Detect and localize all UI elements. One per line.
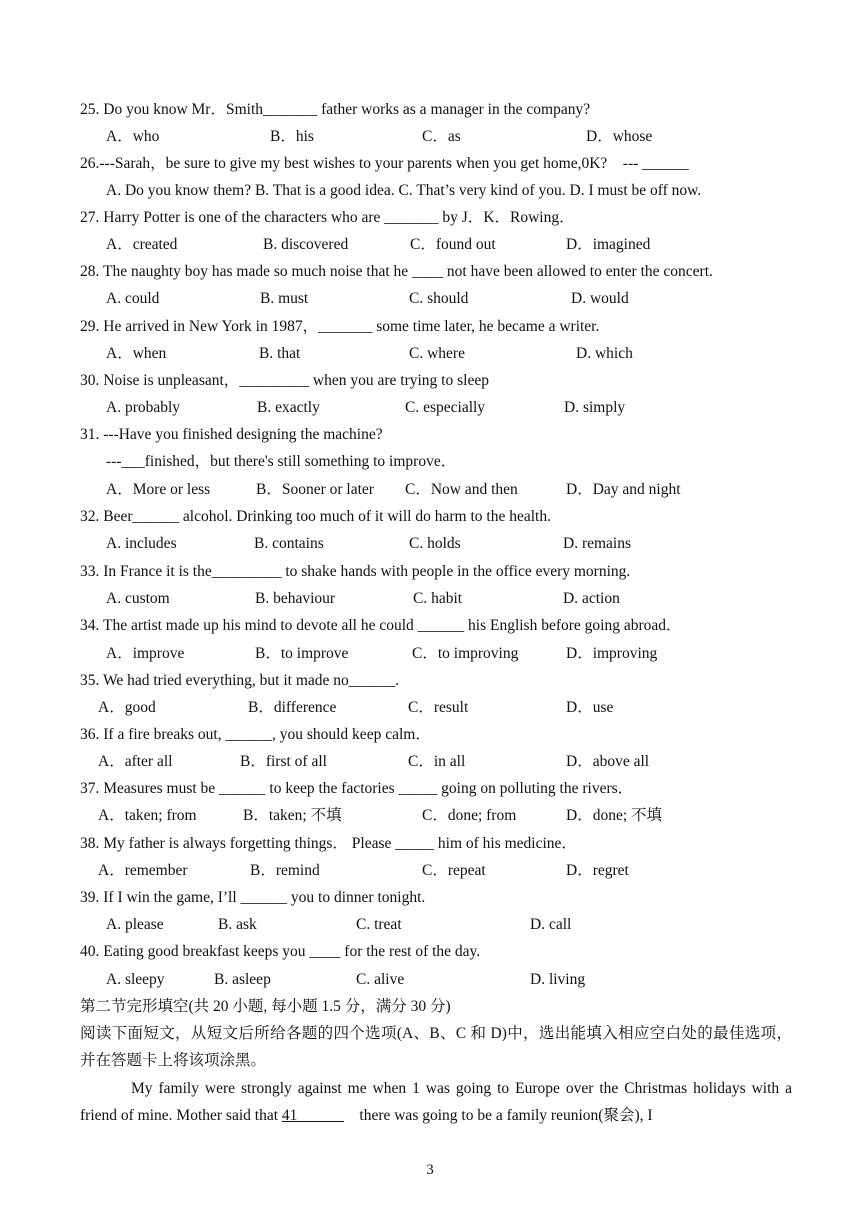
question-stem: 35. We had tried everything, but it made no______. — [80, 672, 400, 689]
passage-text: there was going to be a family reunion(聚会), I — [343, 1107, 653, 1124]
option: C．to improving — [412, 645, 519, 662]
option: D. living — [530, 971, 586, 988]
question-stem: 33. In France it is the_________ to shake hands with people in the office every morning. — [80, 563, 631, 580]
option: B. discovered — [263, 236, 349, 253]
option: B. ask — [218, 916, 257, 933]
option: C．done; from — [422, 807, 517, 824]
question-stem: 32. Beer______ alcohol. Drinking too much of it will do harm to the health. — [80, 508, 551, 525]
question-stem: 40. Eating good breakfast keeps you ____ for the rest of the day. — [80, 943, 481, 960]
page-number: 3 — [426, 1162, 434, 1178]
option: C．result — [408, 699, 469, 716]
option: D. which — [576, 345, 633, 362]
option: D. call — [530, 916, 572, 933]
question-stem: 28. The naughty boy has made so much noise that he ____ not have been allowed to enter the concert. — [80, 263, 713, 280]
option: A．created — [106, 236, 178, 253]
option: D. would — [571, 290, 629, 307]
option: B．Sooner or later — [256, 481, 374, 498]
option: C. especially — [405, 399, 486, 416]
question-stem: 25. Do you know Mr．Smith_______ father works as a manager in the company? — [80, 101, 591, 118]
option: C．repeat — [422, 862, 486, 879]
option: A．More or less — [106, 481, 211, 498]
option: A. custom — [106, 590, 170, 607]
option: B. that — [259, 345, 301, 362]
option: B．his — [270, 128, 314, 145]
option: C．in all — [408, 753, 466, 770]
option: C．Now and then — [405, 481, 518, 498]
question-stem: 30. Noise is unpleasant，_________ when you are trying to sleep — [80, 372, 489, 389]
question-stem: 31. ---Have you finished designing the machine? — [80, 426, 383, 443]
option: A．who — [106, 128, 160, 145]
option: B．difference — [248, 699, 337, 716]
option: B．remind — [250, 862, 320, 879]
option: D．improving — [566, 645, 658, 662]
option: A．after all — [98, 753, 173, 770]
option: B．to improve — [255, 645, 349, 662]
option: D．regret — [566, 862, 629, 879]
option: D．done; 不填 — [566, 807, 663, 824]
option: D. simply — [564, 399, 626, 416]
option: B．taken; 不填 — [243, 807, 342, 824]
option: A．taken; from — [98, 807, 197, 824]
passage-text: My family were strongly against me when 1 was going to Europe over the Christmas holidays with a friend of mine. Mother said that — [80, 1080, 792, 1124]
option: D．use — [566, 699, 614, 716]
option: C. should — [409, 290, 469, 307]
option: D. remains — [563, 535, 632, 552]
question-stem: 26.---Sarah，be sure to give my best wishes to your parents when you get home,0K? --- ______ — [80, 155, 689, 172]
option: C. treat — [356, 916, 402, 933]
question-stem: 37. Measures must be ______ to keep the factories _____ going on polluting the rivers． — [80, 780, 634, 797]
option: A. sleepy — [106, 971, 165, 988]
option: B. asleep — [214, 971, 271, 988]
option: A．remember — [98, 862, 188, 879]
option: A．when — [106, 345, 167, 362]
section-heading: 第二节完形填空(共 20 小题, 每小题 1.5 分，满分 30 分) — [80, 998, 451, 1015]
option: D．whose — [586, 128, 653, 145]
option: A. probably — [106, 399, 181, 416]
option: B. exactly — [257, 399, 320, 416]
option: C．as — [422, 128, 461, 145]
passage-paragraph — [80, 1075, 792, 1129]
option: B. behaviour — [255, 590, 336, 607]
question-stem: 27. Harry Potter is one of the characters who are _______ by J．K．Rowing． — [80, 209, 575, 226]
question-stem: 29. He arrived in New York in 1987，_______ some time later, he became a writer. — [80, 318, 600, 335]
option: B. must — [260, 290, 309, 307]
option: A．improve — [106, 645, 185, 662]
question-stem-continued: ---___finished，but there's still something to improve． — [106, 453, 457, 470]
section-instruction: 阅读下面短文，从短文后所给各题的四个选项(A、B、C 和 D)中，选出能填入相应空白处的最佳选项，并在答题卡上将该项涂黑。 — [80, 1025, 792, 1069]
option: A. could — [106, 290, 160, 307]
option: B．first of all — [240, 753, 327, 770]
option: A. please — [106, 916, 164, 933]
option: C. holds — [409, 535, 461, 552]
option: B. contains — [254, 535, 324, 552]
option: A. includes — [106, 535, 177, 552]
option: C．found out — [410, 236, 496, 253]
option: A．good — [98, 699, 156, 716]
option: D．above all — [566, 753, 650, 770]
cloze-blank: 41______ — [281, 1107, 344, 1124]
option: D．imagined — [566, 236, 651, 253]
option: D．Day and night — [566, 481, 681, 498]
option: C. where — [409, 345, 465, 362]
question-stem: 34. The artist made up his mind to devote all he could ______ his English before going abroad． — [80, 617, 682, 634]
question-stem: 38. My father is always forgetting things． Please _____ him of his medicine． — [80, 835, 577, 852]
option: A. Do you know them? B. That is a good idea. C. That’s very kind of you. D. I must be off now. — [106, 182, 702, 199]
option: D. action — [563, 590, 620, 607]
option: C. alive — [356, 971, 405, 988]
question-stem: 39. If I win the game, I’ll ______ you to dinner tonight. — [80, 889, 426, 906]
question-stem: 36. If a fire breaks out, ______, you should keep calm． — [80, 726, 431, 743]
option: C. habit — [413, 590, 463, 607]
